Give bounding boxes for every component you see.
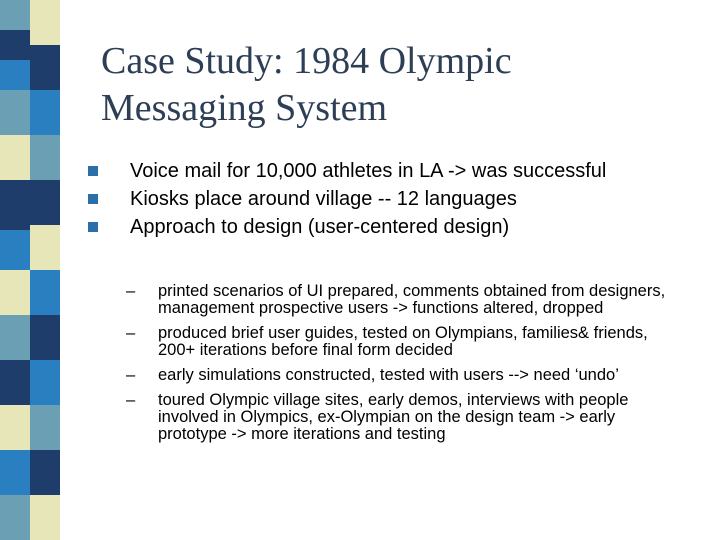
- strip-block: [30, 135, 60, 180]
- strip-block: [0, 90, 30, 135]
- title-line: Case Study: 1984 Olympic: [101, 40, 512, 82]
- dash-marker: –: [126, 282, 136, 300]
- strip-block: [30, 225, 60, 270]
- bullet-text: Kiosks place around village -- 12 languages: [130, 188, 517, 210]
- bullet-item: [88, 188, 698, 210]
- sub-bullet-text: produced brief user guides, tested on Olympians, families& friends, 200+ iterations before final form decided: [158, 324, 648, 359]
- strip-block: [30, 45, 60, 90]
- strip-block: [0, 30, 30, 60]
- bullet-text: Voice mail for 10,000 athletes in LA -> was successful: [130, 160, 607, 182]
- strip-block: [0, 360, 30, 405]
- sub-bullet-item: [126, 283, 686, 317]
- sub-bullet-text: printed scenarios of UI prepared, comments obtained from designers, management prospective users -> functions altered, dropped: [158, 282, 666, 317]
- strip-block: [0, 60, 30, 90]
- strip-block: [30, 450, 60, 495]
- title-line: Messaging System: [101, 87, 388, 129]
- strip-block: [0, 270, 30, 315]
- strip-block: [0, 135, 30, 180]
- strip-block: [30, 360, 60, 405]
- sub-bullet-item: [126, 392, 686, 443]
- strip-block: [30, 90, 60, 135]
- slide-title: [101, 38, 681, 132]
- sub-bullet-text: toured Olympic village sites, early demos, interviews with people involved in Olympics, ex-Olympian on the design team -> early prototype -> more iterations and testing: [158, 391, 629, 443]
- strip-block: [30, 180, 60, 225]
- strip-block: [30, 315, 60, 360]
- bullet-item: [88, 216, 698, 238]
- bullet-item: [88, 160, 698, 182]
- strip-block: [0, 180, 30, 230]
- strip-block: [30, 495, 60, 540]
- dash-marker: –: [126, 366, 136, 384]
- strip-block: [0, 315, 30, 360]
- bullet-text: Approach to design (user-centered design): [130, 216, 510, 238]
- square-bullet-icon: [88, 194, 98, 204]
- strip-block: [0, 405, 30, 450]
- strip-block: [30, 405, 60, 450]
- strip-block: [0, 0, 30, 30]
- square-bullet-icon: [88, 166, 98, 176]
- sub-bullet-list: [126, 283, 686, 451]
- sub-bullet-item: [126, 325, 686, 359]
- decorative-side-strip: [0, 0, 60, 540]
- strip-block: [0, 230, 30, 270]
- strip-block: [30, 0, 60, 45]
- bullet-list: [88, 160, 698, 238]
- sub-bullet-text: early simulations constructed, tested with users --> need ‘undo’: [158, 366, 619, 384]
- square-bullet-icon: [88, 222, 98, 232]
- strip-block: [30, 270, 60, 315]
- dash-marker: –: [126, 324, 136, 342]
- strip-block: [0, 450, 30, 495]
- sub-bullet-item: [126, 367, 686, 384]
- dash-marker: –: [126, 391, 136, 409]
- strip-block: [0, 495, 30, 540]
